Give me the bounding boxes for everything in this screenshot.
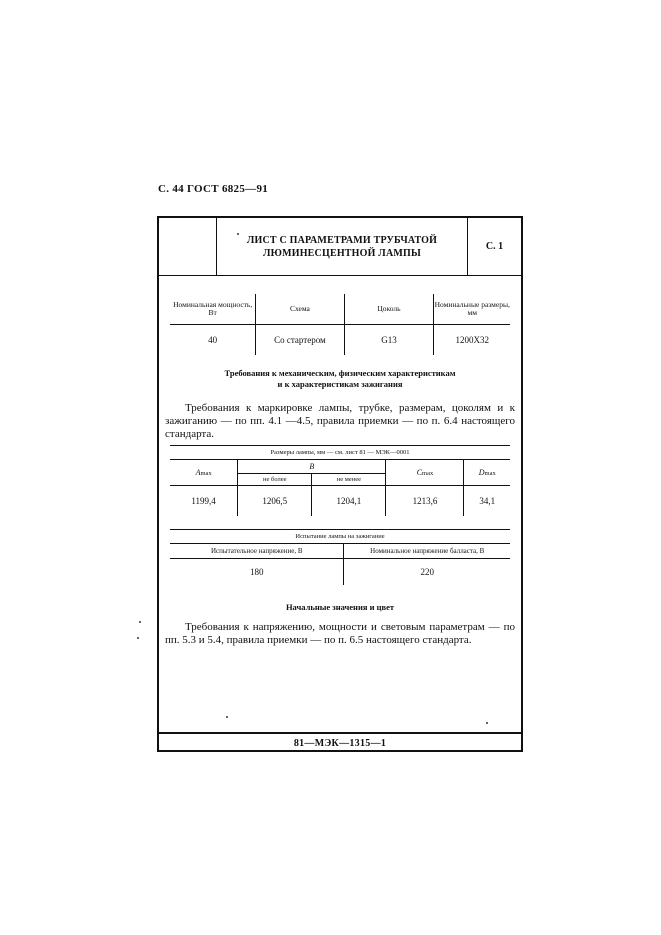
dimensions-table	[170, 445, 510, 516]
footer-divider	[157, 732, 523, 734]
section2-paragraph: Требования к напряжению, мощности и световым параметрам — по пп. 5.3 и 5.4, правила приемки — по п. 6.5 настоящего стандарта.	[165, 621, 515, 646]
col-header-c: Cmax	[386, 460, 464, 486]
title-divider	[159, 275, 521, 276]
col-header-base: Цоколь	[344, 294, 434, 325]
cell-b-min: 1204,1	[312, 486, 386, 517]
sheet-code: С. 1	[485, 241, 504, 252]
ignition-caption: Испытание лампы на зажигание	[170, 530, 510, 544]
main-parameters-table	[170, 294, 510, 355]
scan-speck	[139, 621, 141, 623]
cell-b-max: 1206,5	[238, 486, 312, 517]
cell-ballast-voltage: 220	[344, 559, 510, 586]
cell-c: 1213,6	[386, 486, 464, 517]
col-header-d: Dmax	[464, 460, 510, 486]
sheet-title-block	[159, 218, 521, 275]
col-header-b-max: не более	[238, 474, 312, 486]
title-blank-cell	[159, 218, 217, 275]
section1-heading-line1: Требования к механическим, физическим характеристикам	[224, 368, 456, 378]
section1-paragraph: Требования к маркировке лампы, трубке, размерам, цоколям и к зажиганию — по пп. 4.1 —4.5, правила приемки — по п. 6.4 настоящего стандарта.	[165, 402, 515, 440]
col-header-test-voltage: Испытательное напряжение, В	[170, 544, 344, 559]
cell-base: G13	[344, 325, 434, 356]
ignition-table	[170, 529, 510, 585]
scan-speck	[237, 233, 239, 235]
col-header-size: Номинальные размеры, мм	[434, 294, 510, 325]
cell-test-voltage: 180	[170, 559, 344, 586]
scan-speck	[137, 637, 139, 639]
page-header: С. 44 ГОСТ 6825—91	[158, 183, 269, 195]
scan-speck	[486, 722, 488, 724]
section1-heading	[170, 368, 510, 390]
dimensions-caption: Размеры лампы, мм — см. лист 81 — МЭК—0001	[170, 446, 510, 460]
cell-d: 34,1	[464, 486, 510, 517]
footer-code: 81—МЭК—1315—1	[293, 738, 387, 749]
sheet-title-line1: ЛИСТ С ПАРАМЕТРАМИ ТРУБЧАТОЙ	[246, 234, 438, 246]
scan-speck	[226, 716, 228, 718]
col-header-b: B	[238, 460, 386, 474]
col-header-ballast-voltage: Номинальное напряжение балласта, В	[344, 544, 510, 559]
col-header-a: Amax	[170, 460, 238, 486]
cell-scheme: Со стартером	[256, 325, 344, 356]
col-header-scheme: Схема	[256, 294, 344, 325]
col-header-b-min: не менее	[312, 474, 386, 486]
cell-a: 1199,4	[170, 486, 238, 517]
sheet-title-line2: ЛЮМИНЕСЦЕНТНОЙ ЛАМПЫ	[262, 247, 422, 259]
col-header-power: Номинальная мощность, Вт	[170, 294, 256, 325]
cell-power: 40	[170, 325, 256, 356]
cell-size: 1200Х32	[434, 325, 510, 356]
sheet-title	[217, 218, 468, 275]
section2-heading: Начальные значения и цвет	[285, 602, 395, 612]
section1-heading-line2: и к характеристикам зажигания	[277, 379, 403, 389]
